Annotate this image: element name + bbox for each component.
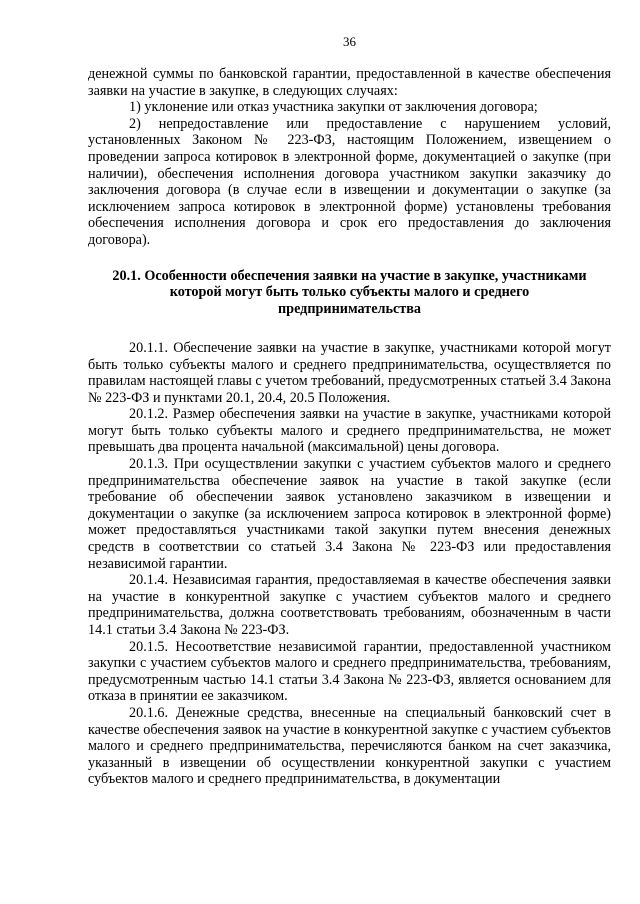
section-paragraph-20-1-5: 20.1.5. Несоответствие независимой гарантии, предоставленной участником закупки с участием субъектов малого и среднего предпринимательства, требованиям, предусмотренным частью 14.1 статьи 3.4 Закона № 223-ФЗ, является основанием для отказа в принятии ее заказчиком. xyxy=(88,638,611,705)
section-paragraph-20-1-4: 20.1.4. Независимая гарантия, предоставляемая в качестве обеспечения заявки на участие в конкурентной закупке с участием субъектов малого и среднего предпринимательства, должна соответствовать требованиям, обозначенным в части 14.1 статьи 3.4 Закона № 223-ФЗ. xyxy=(88,572,611,639)
intro-paragraph-2: 1) уклонение или отказ участника закупки от заключения договора; xyxy=(129,99,538,116)
intro-paragraph-3: 2) непредоставление или предоставление с нарушением условий, установленных Законом № 223-ФЗ, настоящим Положением, извещением о проведении запроса котировок в электронной форме, документацией о закупке (при наличии), обеспечения исполнения договора участником закупки заказчику до заключения договора (в случае если в извещении и документации о закупке (за исключением запроса котировок в электронной форме) установлены требования обеспечения исполнения договора и срок его предоставления до заключения договора). xyxy=(88,115,611,248)
section-body xyxy=(88,340,611,788)
intro-text xyxy=(88,66,611,249)
section-paragraph-20-1-3: 20.1.3. При осуществлении закупки с участием субъектов малого и среднего предпринимательства обеспечение заявок на участие в такой закупке (если требование об обеспечении заявок установлено заказчиком в извещении и документации о закупке (за исключением запроса котировок в электронной форме) может предоставляться участниками такой закупки путем внесения денежных средств в соответствии со статьей 3.4 Закона № 223-ФЗ или предоставления независимой гарантии. xyxy=(88,456,611,572)
section-paragraph-20-1-2: 20.1.2. Размер обеспечения заявки на участие в закупке, участниками которой могут быть только субъекты малого и среднего предпринимательства, не может превышать два процента начальной (максимальной) цены договора. xyxy=(88,406,611,456)
section-paragraph-20-1-6: 20.1.6. Денежные средства, внесенные на специальный банковский счет в качестве обеспечения заявок на участие в конкурентной закупке с участием субъектов малого и среднего предпринимательства, перечисляются банком на счет заказчика, указанный в извещении об осуществлении конкурентной закупки с участием субъектов малого и среднего предпринимательства, в документации xyxy=(88,704,611,788)
page-number: 36 xyxy=(343,34,356,49)
intro-paragraph-1: денежной суммы по банковской гарантии, предоставленной в качестве обеспечения заявки на участие в закупке, в следующих случаях: xyxy=(88,66,611,99)
section-paragraph-20-1-1: 20.1.1. Обеспечение заявки на участие в закупке, участниками которой могут быть только субъекты малого и среднего предпринимательства, осуществляется по правилам настоящей главы с учетом требований, предусмотренных статьей 3.4 Закона № 223-ФЗ и пунктами 20.1, 20.4, 20.5 Положения. xyxy=(88,339,611,406)
document-page xyxy=(88,34,611,788)
section-heading: 20.1. Особенности обеспечения заявки на участие в закупке, участниками которой могут быть только субъекты малого и среднего предпринимательства xyxy=(112,267,587,318)
